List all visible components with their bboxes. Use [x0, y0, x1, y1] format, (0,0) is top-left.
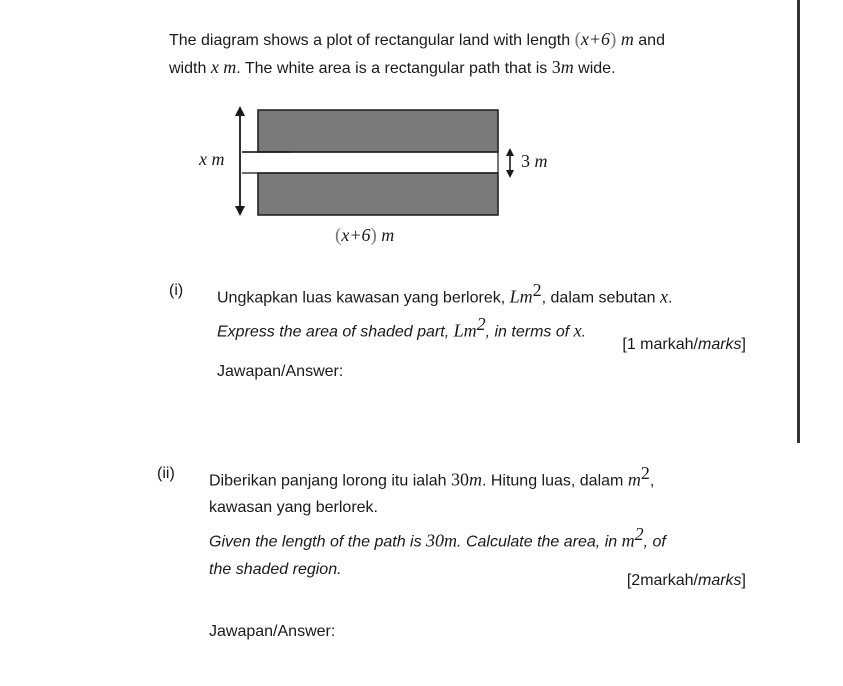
shaded-region-bottom	[258, 173, 498, 215]
width-label-var: x	[199, 149, 207, 169]
q2-en-sup: 2	[634, 524, 644, 545]
intro-line-1	[169, 26, 769, 54]
q1-bm-sup: 2	[532, 280, 542, 300]
question-2-marks	[500, 567, 746, 594]
question-2-number: (ii)	[157, 465, 175, 482]
land-diagram	[190, 98, 570, 258]
q1-en-text: , in terms of	[485, 323, 570, 341]
q2-en-text: Given the length of the path is	[209, 533, 422, 551]
q2-en-unit: m	[444, 530, 458, 551]
q2-marks-a: [2markah/	[626, 572, 698, 589]
q1-bm-m: m	[519, 286, 533, 307]
q1-marks-a: [1 markah/	[622, 336, 698, 353]
question-2-malay-line-2: kawasan yang berlorek.	[209, 499, 378, 517]
width-label-unit: m	[211, 149, 225, 169]
paren-close: )	[370, 225, 377, 246]
intro-text: wide.	[578, 60, 616, 77]
width-unit: m	[223, 57, 237, 77]
paren-open: (	[574, 29, 581, 50]
path-width-arrow	[506, 148, 514, 178]
intro-text: . The white area is a rectangular path that is	[236, 60, 548, 77]
q1-marks-c: ]	[741, 336, 746, 353]
q2-en-m: m	[621, 530, 635, 551]
length-label-expr: x+6	[341, 225, 371, 245]
q1-bm-text: , dalam sebutan	[541, 289, 656, 307]
q1-bm-text: Ungkapkan luas kawasan yang berlorek,	[217, 289, 506, 307]
path-width-label-val: 3	[521, 151, 530, 171]
q1-en-L: L	[453, 320, 464, 341]
q2-bm-m: m	[627, 469, 641, 490]
question-1-malay	[217, 277, 757, 311]
q2-en-text: , of	[643, 533, 666, 551]
path-width-label	[521, 151, 547, 172]
width-variable: x	[210, 57, 219, 77]
q1-bm-end: .	[667, 289, 673, 307]
question-2-english-line-2: the shaded region.	[209, 560, 342, 578]
page-edge-rule	[797, 0, 800, 443]
q1-bm-L: L	[509, 286, 520, 307]
path-width-value: 3	[551, 57, 561, 77]
q2-bm-sup: 2	[640, 463, 650, 483]
question-2	[209, 460, 769, 583]
length-label-unit: m	[381, 225, 395, 245]
q2-bm-text: . Hitung luas, dalam	[481, 472, 624, 490]
q2-bm-val: 30	[450, 469, 469, 490]
paren-close: )	[610, 29, 617, 50]
question-1-marks	[500, 331, 746, 358]
q2-en-text: . Calculate the area, in	[457, 533, 618, 551]
question-1-number: (i)	[169, 282, 184, 299]
path-width-unit: m	[560, 57, 574, 77]
intro-text: The diagram shows a plot of rectangular land with length	[169, 32, 571, 49]
q1-en-m: m	[463, 320, 477, 341]
q1-bm-x: x	[659, 286, 668, 307]
shaded-region-top	[258, 110, 498, 152]
q2-en-val: 30	[426, 530, 445, 551]
length-expression: x+6	[580, 29, 611, 49]
intro-paragraph	[169, 26, 769, 82]
paren-open: (	[335, 225, 342, 246]
question-1-answer-label: Jawapan/Answer:	[217, 363, 344, 380]
path-width-label-unit: m	[534, 151, 548, 171]
intro-text: and	[638, 32, 665, 49]
length-label	[335, 225, 394, 247]
intro-text: width	[169, 60, 207, 77]
q1-en-text: Express the area of shaded part,	[217, 323, 450, 341]
intro-line-2	[169, 54, 769, 82]
question-2-english-line-1	[209, 521, 769, 555]
q2-bm-comma: ,	[649, 472, 655, 490]
q1-en-end: .	[581, 323, 587, 341]
q2-marks-c: ]	[741, 572, 746, 589]
q2-bm-text: Diberikan panjang lorong itu ialah	[209, 472, 447, 490]
question-2-answer-label: Jawapan/Answer:	[209, 623, 336, 640]
q1-en-x: x	[573, 320, 582, 341]
width-arrow	[235, 106, 245, 216]
q2-marks-b: marks	[697, 572, 742, 589]
question-2-malay-line-1	[209, 460, 769, 494]
width-label	[199, 149, 224, 170]
length-unit: m	[620, 29, 634, 49]
q2-bm-unit: m	[468, 469, 482, 490]
q1-marks-b: marks	[697, 336, 742, 353]
q1-en-sup: 2	[476, 314, 486, 335]
